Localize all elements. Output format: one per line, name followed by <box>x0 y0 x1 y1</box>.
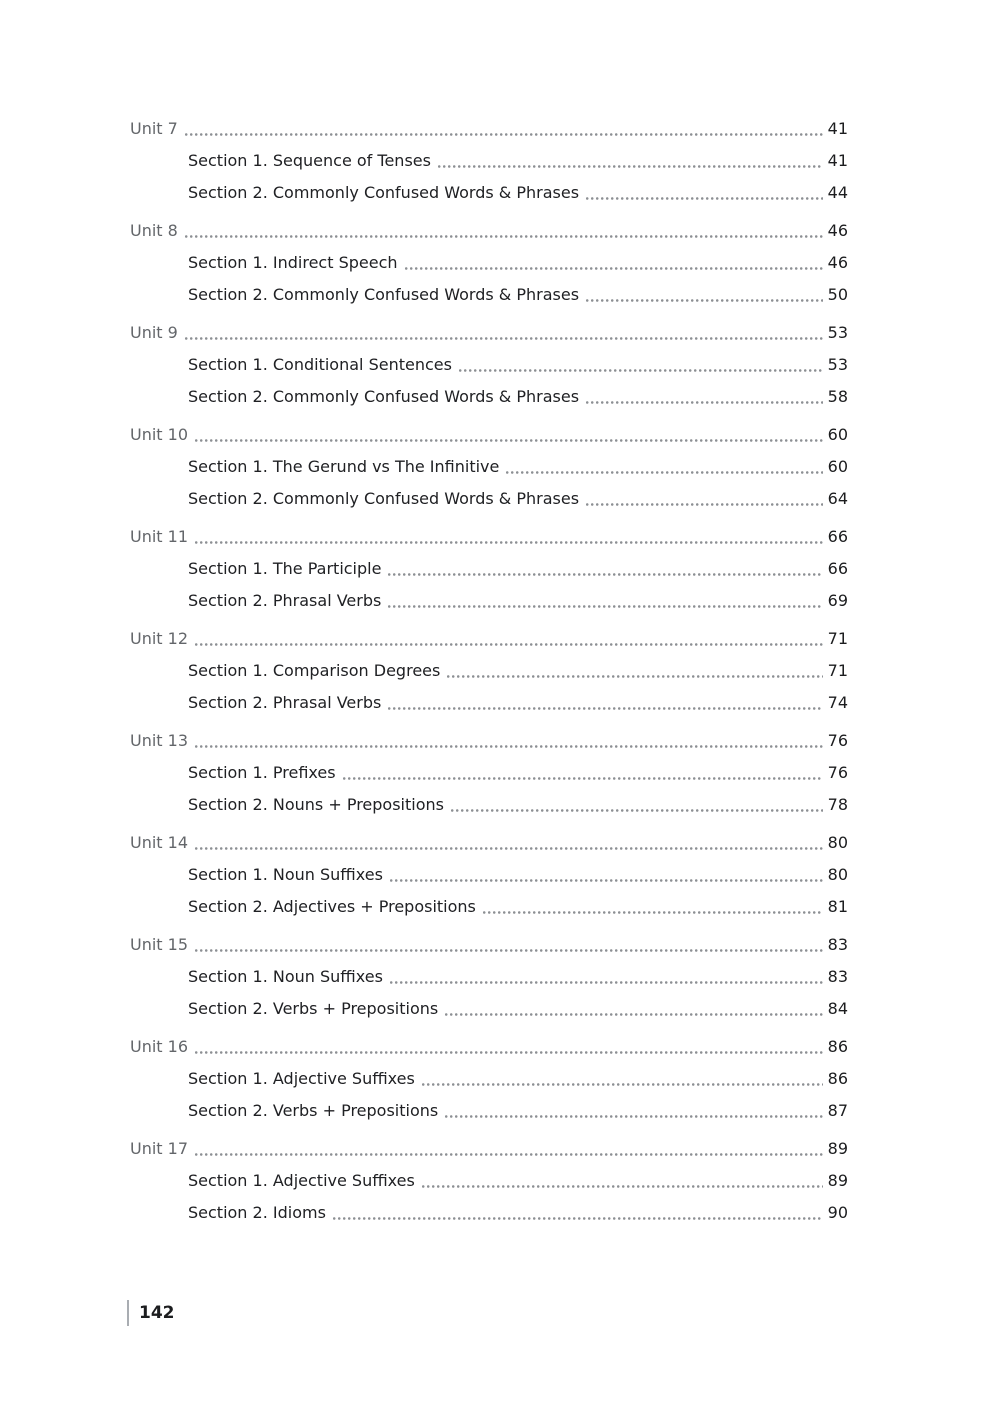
toc-unit-row <box>130 934 848 956</box>
toc-section-row <box>130 794 848 816</box>
toc-unit-group <box>130 322 848 408</box>
toc-section-row <box>130 354 848 376</box>
toc-page-number: 83 <box>827 967 848 986</box>
toc-unit-group <box>130 934 848 1020</box>
dot-leader <box>422 1083 823 1086</box>
dot-leader <box>195 439 823 442</box>
toc-section-row <box>130 386 848 408</box>
toc-unit-label: Unit 14 <box>130 833 189 852</box>
dot-leader <box>506 471 822 474</box>
toc-section-row <box>130 252 848 274</box>
toc-section-row <box>130 456 848 478</box>
toc-section-label: Section 2. Phrasal Verbs <box>188 591 382 610</box>
toc-unit-group <box>130 1036 848 1122</box>
toc-page-number: 86 <box>827 1069 848 1088</box>
toc-unit-label: Unit 15 <box>130 935 189 954</box>
toc-unit-row <box>130 118 848 140</box>
toc-unit-label: Unit 16 <box>130 1037 189 1056</box>
toc-unit-row <box>130 322 848 344</box>
dot-leader <box>390 981 823 984</box>
dot-leader <box>586 299 823 302</box>
dot-leader <box>388 605 822 608</box>
toc-section-row <box>130 590 848 612</box>
toc-unit-row <box>130 628 848 650</box>
toc-page-number: 53 <box>827 355 848 374</box>
dot-leader <box>343 777 823 780</box>
dot-leader <box>422 1185 823 1188</box>
toc-unit-row <box>130 730 848 752</box>
toc-unit-label: Unit 10 <box>130 425 189 444</box>
toc-section-row <box>130 1202 848 1224</box>
dot-leader <box>438 165 823 168</box>
dot-leader <box>195 745 823 748</box>
toc-unit-row <box>130 220 848 242</box>
page-footer <box>127 1300 175 1326</box>
toc-page-number: 50 <box>827 285 848 304</box>
toc-page-number: 58 <box>827 387 848 406</box>
toc-page-number: 80 <box>827 833 848 852</box>
toc-page-number: 71 <box>827 629 848 648</box>
toc-page-number: 60 <box>827 457 848 476</box>
dot-leader <box>388 573 822 576</box>
toc-unit-row <box>130 424 848 446</box>
toc-section-row <box>130 1100 848 1122</box>
toc-section-label: Section 1. Indirect Speech <box>188 253 398 272</box>
toc-unit-label: Unit 8 <box>130 221 178 240</box>
toc-section-row <box>130 1068 848 1090</box>
dot-leader <box>586 401 823 404</box>
toc-section-row <box>130 692 848 714</box>
toc-page-number: 87 <box>827 1101 848 1120</box>
toc-unit-row <box>130 1036 848 1058</box>
toc-unit-group <box>130 730 848 816</box>
dot-leader <box>185 337 823 340</box>
toc-section-row <box>130 182 848 204</box>
toc-page-number: 84 <box>827 999 848 1018</box>
toc-section-label: Section 1. The Gerund vs The Infinitive <box>188 457 500 476</box>
toc-unit-group <box>130 220 848 306</box>
toc-section-row <box>130 558 848 580</box>
toc-section-label: Section 2. Adjectives + Prepositions <box>188 897 476 916</box>
dot-leader <box>195 1153 823 1156</box>
toc-section-label: Section 2. Phrasal Verbs <box>188 693 382 712</box>
toc-page-number: 53 <box>827 323 848 342</box>
toc-page-number: 66 <box>827 527 848 546</box>
footer-divider-bar <box>127 1300 129 1326</box>
toc-section-row <box>130 966 848 988</box>
toc-unit-group <box>130 832 848 918</box>
dot-leader <box>451 809 823 812</box>
toc-section-label: Section 1. Adjective Suffixes <box>188 1171 415 1190</box>
toc-unit-label: Unit 13 <box>130 731 189 750</box>
toc-page-number: 78 <box>827 795 848 814</box>
toc-section-label: Section 2. Verbs + Prepositions <box>188 1101 439 1120</box>
toc-page-number: 44 <box>827 183 848 202</box>
dot-leader <box>445 1115 822 1118</box>
toc-unit-row <box>130 1138 848 1160</box>
toc-section-label: Section 1. The Participle <box>188 559 382 578</box>
toc-unit-group <box>130 1138 848 1224</box>
dot-leader <box>445 1013 822 1016</box>
toc-unit-row <box>130 832 848 854</box>
toc-page-number: 60 <box>827 425 848 444</box>
toc-unit-group <box>130 424 848 510</box>
dot-leader <box>185 133 823 136</box>
dot-leader <box>388 707 822 710</box>
toc-section-row <box>130 1170 848 1192</box>
dot-leader <box>405 267 823 270</box>
dot-leader <box>195 541 823 544</box>
toc-section-row <box>130 660 848 682</box>
toc-section-label: Section 2. Commonly Confused Words & Phrases <box>188 285 580 304</box>
toc-unit-label: Unit 12 <box>130 629 189 648</box>
toc-section-row <box>130 998 848 1020</box>
dot-leader <box>195 847 823 850</box>
toc-page-number: 74 <box>827 693 848 712</box>
toc-page-number: 46 <box>827 221 848 240</box>
toc-page-number: 46 <box>827 253 848 272</box>
table-of-contents <box>130 118 848 1224</box>
toc-page-number: 80 <box>827 865 848 884</box>
toc-section-label: Section 2. Idioms <box>188 1203 326 1222</box>
toc-section-label: Section 1. Prefixes <box>188 763 336 782</box>
dot-leader <box>483 911 823 914</box>
toc-section-label: Section 1. Sequence of Tenses <box>188 151 431 170</box>
toc-unit-group <box>130 526 848 612</box>
toc-page-number: 83 <box>827 935 848 954</box>
toc-page-number: 89 <box>827 1171 848 1190</box>
toc-page-number: 90 <box>827 1203 848 1222</box>
toc-section-label: Section 2. Commonly Confused Words & Phrases <box>188 387 580 406</box>
toc-page-number: 86 <box>827 1037 848 1056</box>
dot-leader <box>333 1217 823 1220</box>
toc-section-label: Section 2. Nouns + Prepositions <box>188 795 444 814</box>
toc-page-number: 89 <box>827 1139 848 1158</box>
toc-unit-group <box>130 118 848 204</box>
toc-section-label: Section 1. Noun Suffixes <box>188 967 383 986</box>
toc-section-row <box>130 864 848 886</box>
dot-leader <box>390 879 823 882</box>
toc-page-number: 81 <box>827 897 848 916</box>
dot-leader <box>447 675 822 678</box>
toc-section-row <box>130 284 848 306</box>
toc-section-row <box>130 762 848 784</box>
toc-unit-label: Unit 7 <box>130 119 178 138</box>
toc-section-label: Section 1. Adjective Suffixes <box>188 1069 415 1088</box>
toc-page-number: 71 <box>827 661 848 680</box>
toc-page-number: 76 <box>827 763 848 782</box>
toc-unit-row <box>130 526 848 548</box>
dot-leader <box>459 369 823 372</box>
footer-page-number: 142 <box>139 1303 175 1323</box>
dot-leader <box>185 235 823 238</box>
dot-leader <box>195 643 823 646</box>
toc-unit-label: Unit 11 <box>130 527 189 546</box>
dot-leader <box>195 1051 823 1054</box>
toc-unit-label: Unit 17 <box>130 1139 189 1158</box>
toc-section-row <box>130 896 848 918</box>
toc-section-label: Section 1. Noun Suffixes <box>188 865 383 884</box>
toc-unit-group <box>130 628 848 714</box>
dot-leader <box>586 503 823 506</box>
toc-unit-label: Unit 9 <box>130 323 178 342</box>
toc-section-label: Section 2. Verbs + Prepositions <box>188 999 439 1018</box>
dot-leader <box>195 949 823 952</box>
toc-section-row <box>130 150 848 172</box>
toc-page-number: 69 <box>827 591 848 610</box>
toc-section-label: Section 2. Commonly Confused Words & Phrases <box>188 489 580 508</box>
toc-section-row <box>130 488 848 510</box>
toc-page-number: 41 <box>827 151 848 170</box>
toc-page-number: 41 <box>827 119 848 138</box>
toc-section-label: Section 1. Conditional Sentences <box>188 355 452 374</box>
toc-section-label: Section 1. Comparison Degrees <box>188 661 441 680</box>
toc-section-label: Section 2. Commonly Confused Words & Phrases <box>188 183 580 202</box>
dot-leader <box>586 197 823 200</box>
toc-page-number: 76 <box>827 731 848 750</box>
toc-page-number: 66 <box>827 559 848 578</box>
toc-page-number: 64 <box>827 489 848 508</box>
